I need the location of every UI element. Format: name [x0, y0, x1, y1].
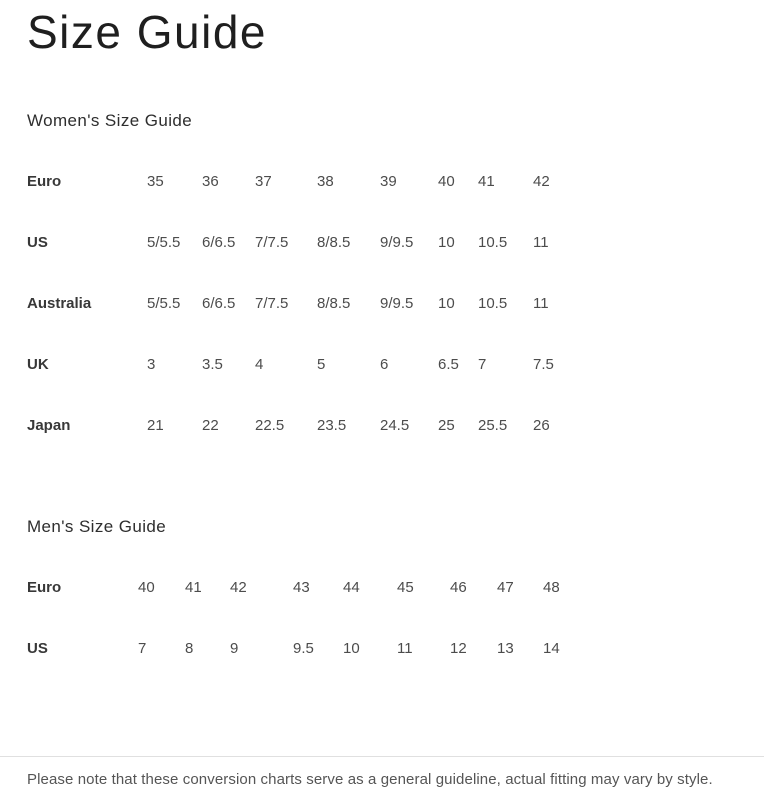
- size-value: 7.5: [533, 356, 554, 373]
- size-table: [27, 557, 603, 679]
- size-value: 7/7.5: [255, 295, 289, 312]
- size-value: 6: [380, 356, 389, 373]
- size-value: 21: [147, 417, 164, 434]
- size-table-row: [27, 395, 593, 456]
- size-value: 14: [543, 640, 560, 657]
- size-value: 46: [450, 579, 467, 596]
- size-value: 5/5.5: [147, 234, 181, 251]
- row-label: Australia: [27, 295, 92, 312]
- size-value: 10: [438, 234, 455, 251]
- size-table-row: [27, 334, 593, 395]
- size-value: 38: [317, 173, 334, 190]
- size-value: 11: [533, 234, 549, 251]
- size-value: 35: [147, 173, 164, 190]
- size-guide-section: [27, 109, 737, 456]
- size-value: 23.5: [317, 417, 347, 434]
- row-label: Euro: [27, 173, 62, 190]
- size-value: 11: [533, 295, 549, 312]
- size-value: 10.5: [478, 295, 508, 312]
- size-value: 41: [185, 579, 202, 596]
- size-table-row: [27, 618, 603, 679]
- size-value: 45: [397, 579, 414, 596]
- size-value: 9/9.5: [380, 295, 414, 312]
- size-value: 40: [438, 173, 455, 190]
- size-value: 25.5: [478, 417, 508, 434]
- size-value: 22: [202, 417, 219, 434]
- size-value: 12: [450, 640, 467, 657]
- size-value: 39: [380, 173, 397, 190]
- size-value: 3: [147, 356, 156, 373]
- size-value: 9.5: [293, 640, 314, 657]
- row-label: Japan: [27, 417, 71, 434]
- row-label: US: [27, 234, 48, 251]
- size-table-row: [27, 151, 593, 212]
- size-table-row: [27, 557, 603, 618]
- size-value: 8/8.5: [317, 295, 351, 312]
- size-value: 42: [533, 173, 550, 190]
- size-value: 5/5.5: [147, 295, 181, 312]
- size-value: 9: [230, 640, 239, 657]
- row-label: US: [27, 640, 48, 657]
- size-value: 8/8.5: [317, 234, 351, 251]
- section-heading: Men's Size Guide: [27, 517, 167, 536]
- footer-note: Please note that these conversion charts serve as a general guideline, actual fitting may vary by style.: [27, 771, 713, 788]
- size-value: 24.5: [380, 417, 410, 434]
- size-value: 4: [255, 356, 264, 373]
- size-value: 10: [343, 640, 360, 657]
- size-value: 48: [543, 579, 560, 596]
- size-value: 11: [397, 640, 413, 657]
- row-label: Euro: [27, 579, 62, 596]
- section-heading: Women's Size Guide: [27, 111, 193, 130]
- size-value: 10: [438, 295, 455, 312]
- size-value: 7: [138, 640, 147, 657]
- size-value: 44: [343, 579, 360, 596]
- size-value: 5: [317, 356, 326, 373]
- row-label: UK: [27, 356, 49, 373]
- size-table-row: [27, 212, 593, 273]
- size-table: [27, 151, 593, 456]
- size-value: 7/7.5: [255, 234, 289, 251]
- size-value: 6/6.5: [202, 234, 236, 251]
- size-value: 9/9.5: [380, 234, 414, 251]
- size-value: 47: [497, 579, 514, 596]
- size-value: 42: [230, 579, 247, 596]
- size-value: 10.5: [478, 234, 508, 251]
- size-value: 41: [478, 173, 495, 190]
- size-value: 8: [185, 640, 194, 657]
- size-value: 6.5: [438, 356, 459, 373]
- size-value: 13: [497, 640, 514, 657]
- size-value: 3.5: [202, 356, 223, 373]
- size-value: 6/6.5: [202, 295, 236, 312]
- size-value: 22.5: [255, 417, 285, 434]
- size-guide-sections: [27, 109, 737, 679]
- size-value: 26: [533, 417, 550, 434]
- size-value: 7: [478, 356, 487, 373]
- size-value: 43: [293, 579, 310, 596]
- size-value: 36: [202, 173, 219, 190]
- size-guide-section: [27, 515, 737, 679]
- page-title: Size Guide: [27, 6, 268, 58]
- size-value: 37: [255, 173, 272, 190]
- size-value: 25: [438, 417, 455, 434]
- size-value: 40: [138, 579, 155, 596]
- size-table-row: [27, 273, 593, 334]
